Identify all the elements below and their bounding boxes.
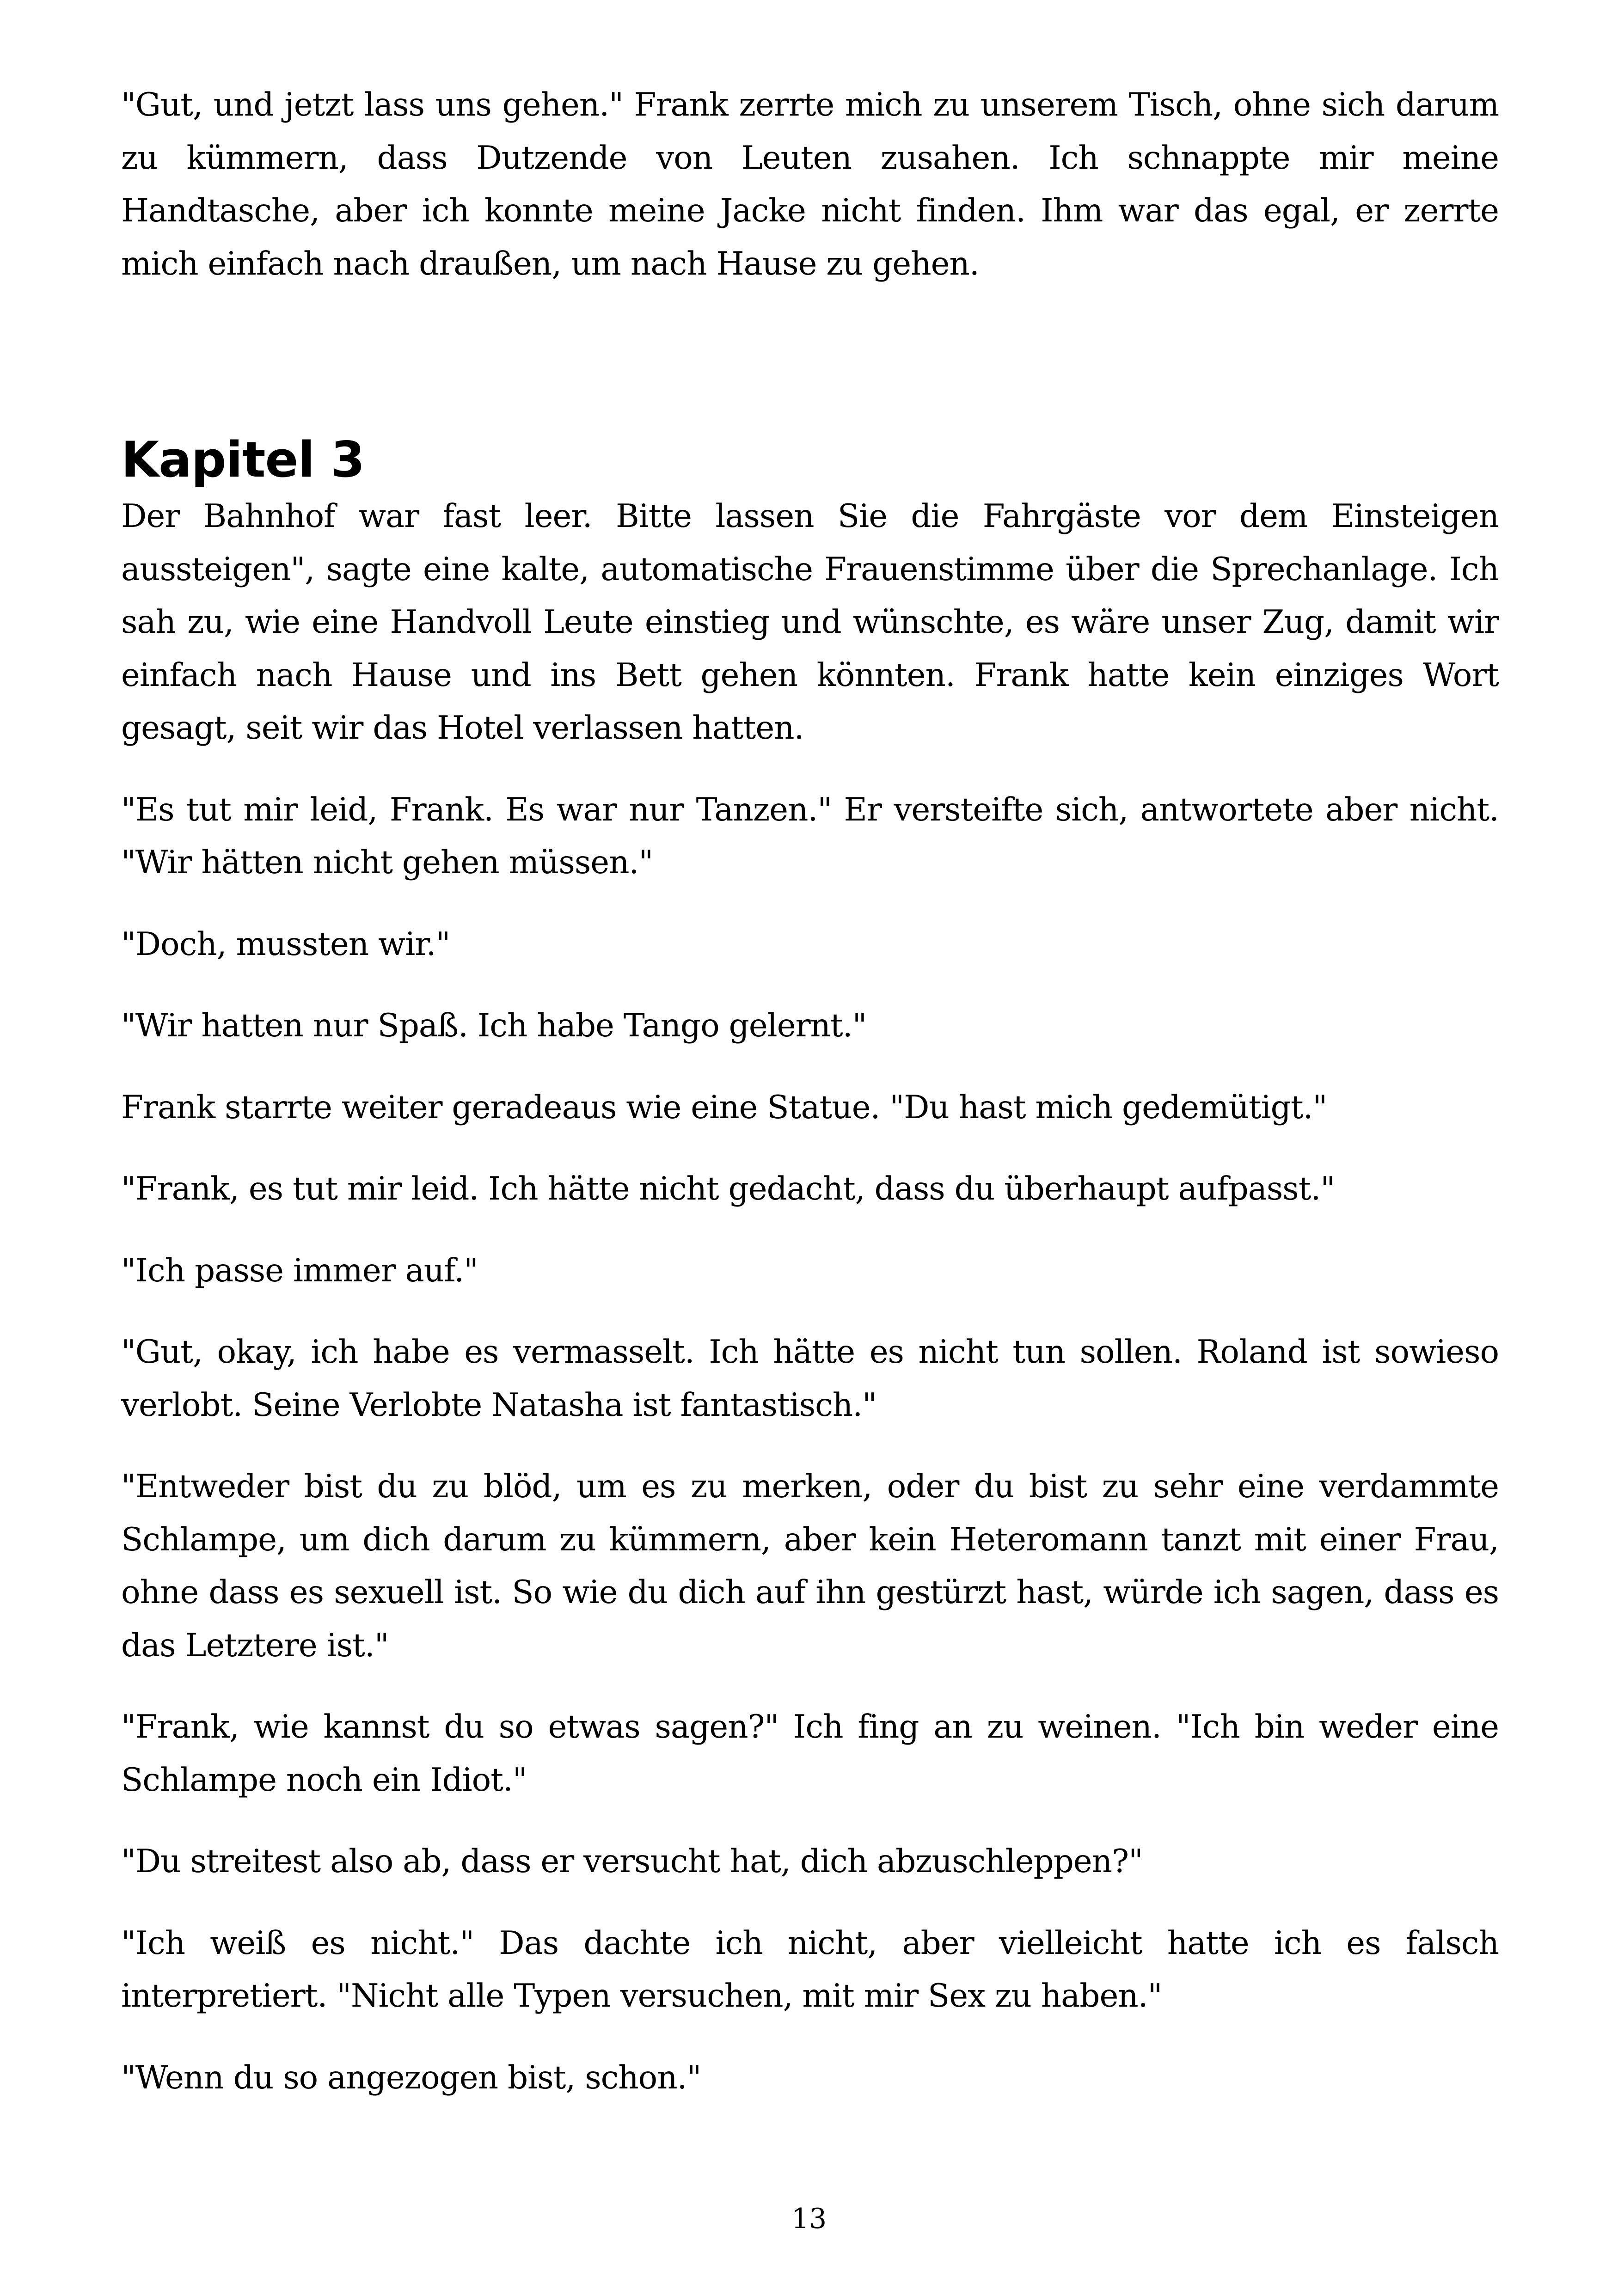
paragraph: "Ich weiß es nicht." Das dachte ich nicht, aber vielleicht hatte ich es falsch interpretiert. "Nicht alle Typen versuchen, mit mir Sex zu haben." — [121, 1924, 1499, 2014]
paragraph: "Doch, mussten wir." — [121, 925, 450, 963]
paragraph: "Entweder bist du zu blöd, um es zu merken, oder du bist zu sehr eine verdammte Schlampe, um dich darum zu kümmern, aber kein Heteromann tanzt mit einer Frau, ohne dass es sexuell ist. So wie du dich auf ihn gestürzt hast, würde ich sagen, dass es das Letztere ist." — [121, 1468, 1499, 1664]
paragraph: "Wenn du so angezogen bist, schon." — [121, 2059, 701, 2096]
paragraph: "Gut, okay, ich habe es vermasselt. Ich hätte es nicht tun sollen. Roland ist sowieso verlobt. Seine Verlobte Natasha ist fantastisch." — [121, 1334, 1499, 1424]
paragraph: "Frank, es tut mir leid. Ich hätte nicht gedacht, dass du überhaupt aufpasst." — [121, 1170, 1335, 1207]
paragraph-opening: "Gut, und jetzt lass uns gehen." Frank zerrte mich zu unserem Tisch, ohne sich darum zu kümmern, dass Dutzende von Leuten zusahen. Ich schnappte mir meine Handtasche, aber ich konnte meine Jacke nicht finden. Ihm war das egal, er zerrte mich einfach nach draußen, um nach Hause zu gehen. — [121, 86, 1499, 282]
paragraph: "Wir hatten nur Spaß. Ich habe Tango gelernt." — [121, 1007, 867, 1044]
paragraph: Der Bahnhof war fast leer. Bitte lassen Sie die Fahrgäste vor dem Einsteigen aussteigen", sagte eine kalte, automatische Frauenstimme über die Sprechanlage. Ich sah zu, wie eine Handvoll Leute einstieg und wünschte, es wäre unser Zug, damit wir einfach nach Hause und ins Bett gehen könnten. Frank hatte kein einziges Wort gesagt, seit wir das Hotel verlassen hatten. — [121, 498, 1499, 747]
paragraph: "Es tut mir leid, Frank. Es war nur Tanzen." Er versteifte sich, antwortete aber nicht. "Wir hätten nicht gehen müssen." — [121, 791, 1499, 881]
document-page — [121, 79, 1499, 2133]
paragraph: "Ich passe immer auf." — [121, 1252, 478, 1289]
page-number: 13 — [791, 2203, 827, 2235]
paragraph: "Frank, wie kannst du so etwas sagen?" Ich fing an zu weinen. "Ich bin weder eine Schlampe noch ein Idiot." — [121, 1708, 1499, 1799]
paragraph: Frank starrte weiter geradeaus wie eine Statue. "Du hast mich gedemütigt." — [121, 1089, 1327, 1126]
chapter-heading: Kapitel 3 — [121, 431, 365, 488]
paragraph: "Du streitest also ab, dass er versucht hat, dich abzuschleppen?" — [121, 1843, 1143, 1880]
